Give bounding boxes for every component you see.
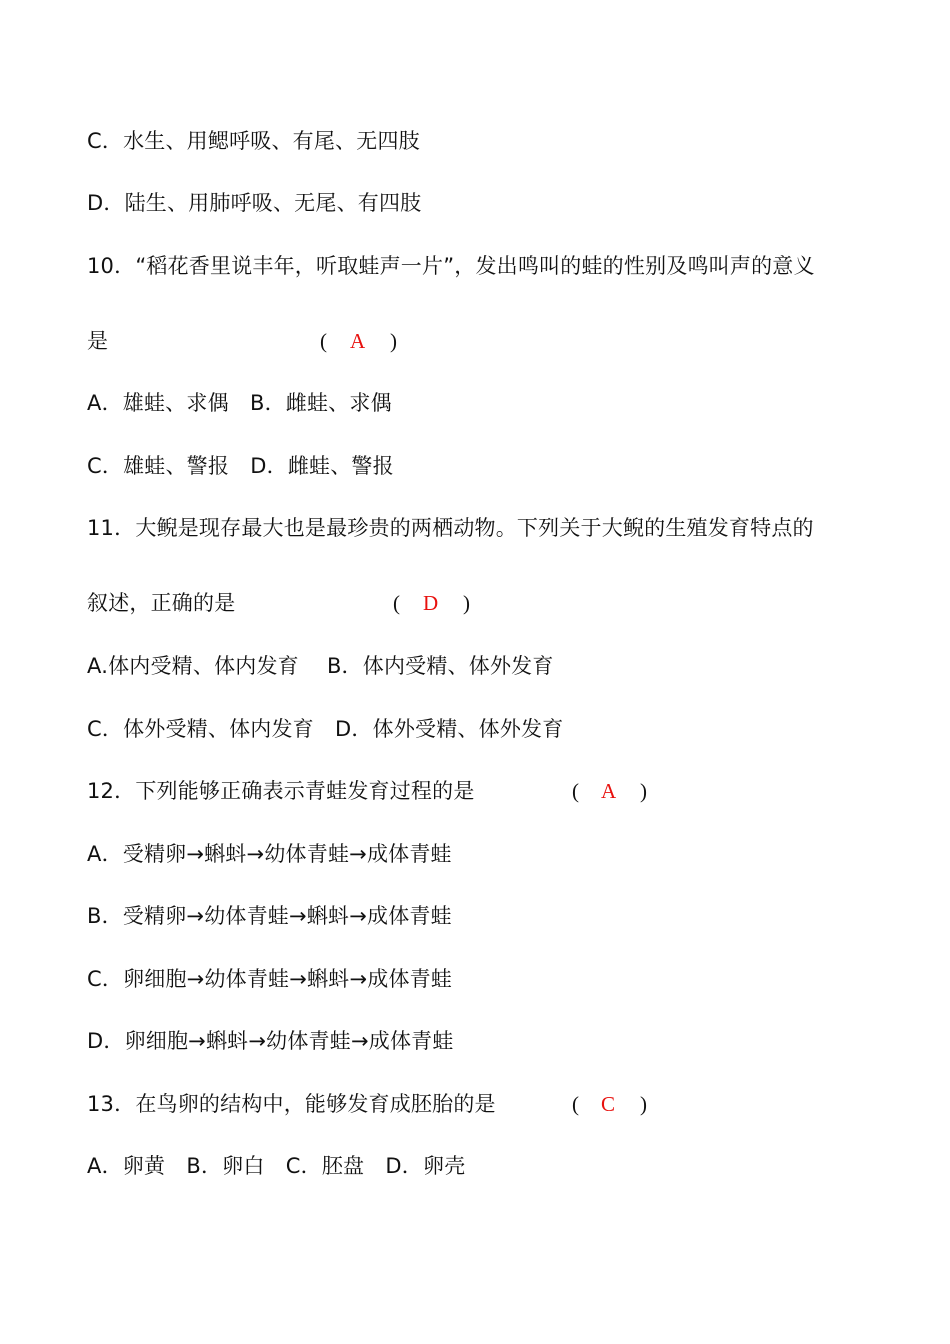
answer-paren-close: ) — [463, 591, 470, 615]
question-13-text: 13．在鸟卵的结构中，能够发育成胚胎的是 — [87, 1092, 496, 1116]
option-c-q12: C．卵细胞→幼体青蛙→蝌蚪→成体青蛙 — [87, 967, 453, 991]
answer-paren-close: ) — [640, 779, 647, 803]
options-ab-q11: A.体内受精、体内发育 B．体内受精、体外发育 — [87, 654, 554, 678]
answer-q11: D — [423, 591, 439, 615]
answer-q12: A — [601, 779, 617, 803]
option-c-q9: C．水生、用鳃呼吸、有尾、无四肢 — [87, 129, 420, 153]
options-cd-q10: C．雄蛙、警报 D．雌蛙、警报 — [87, 454, 394, 478]
question-11-text-cont: 叙述，正确的是 — [87, 591, 236, 615]
option-b-q12: B．受精卵→幼体青蛙→蝌蚪→成体青蛙 — [87, 904, 452, 928]
answer-paren-open: ( — [572, 779, 579, 803]
option-d-q12: D．卵细胞→蝌蚪→幼体青蛙→成体青蛙 — [87, 1029, 454, 1053]
question-10-text: 10．“稻花香里说丰年，听取蛙声一片”，发出鸣叫的蛙的性别及鸣叫声的意义 — [87, 254, 815, 278]
answer-q13: C — [601, 1092, 616, 1116]
answer-paren-close: ) — [640, 1092, 647, 1116]
options-ab-q10: A．雄蛙、求偶 B．雌蛙、求偶 — [87, 391, 392, 415]
option-a-q12: A．受精卵→蝌蚪→幼体青蛙→成体青蛙 — [87, 842, 452, 866]
answer-paren-open: ( — [393, 591, 400, 615]
answer-paren-close: ) — [390, 329, 397, 353]
answer-paren-open: ( — [320, 329, 327, 353]
question-11-text: 11．大鲵是现存最大也是最珍贵的两栖动物。下列关于大鲵的生殖发育特点的 — [87, 516, 814, 540]
answer-q10: A — [350, 329, 366, 353]
question-10-text-cont: 是 — [87, 329, 109, 353]
option-d-q9: D．陆生、用肺呼吸、无尾、有四肢 — [87, 191, 422, 215]
question-12-text: 12．下列能够正确表示青蛙发育过程的是 — [87, 779, 475, 803]
options-cd-q11: C．体外受精、体内发育 D．体外受精、体外发育 — [87, 717, 564, 741]
answer-paren-open: ( — [572, 1092, 579, 1116]
options-q13: A．卵黄 B．卵白 C．胚盘 D．卵壳 — [87, 1154, 466, 1178]
